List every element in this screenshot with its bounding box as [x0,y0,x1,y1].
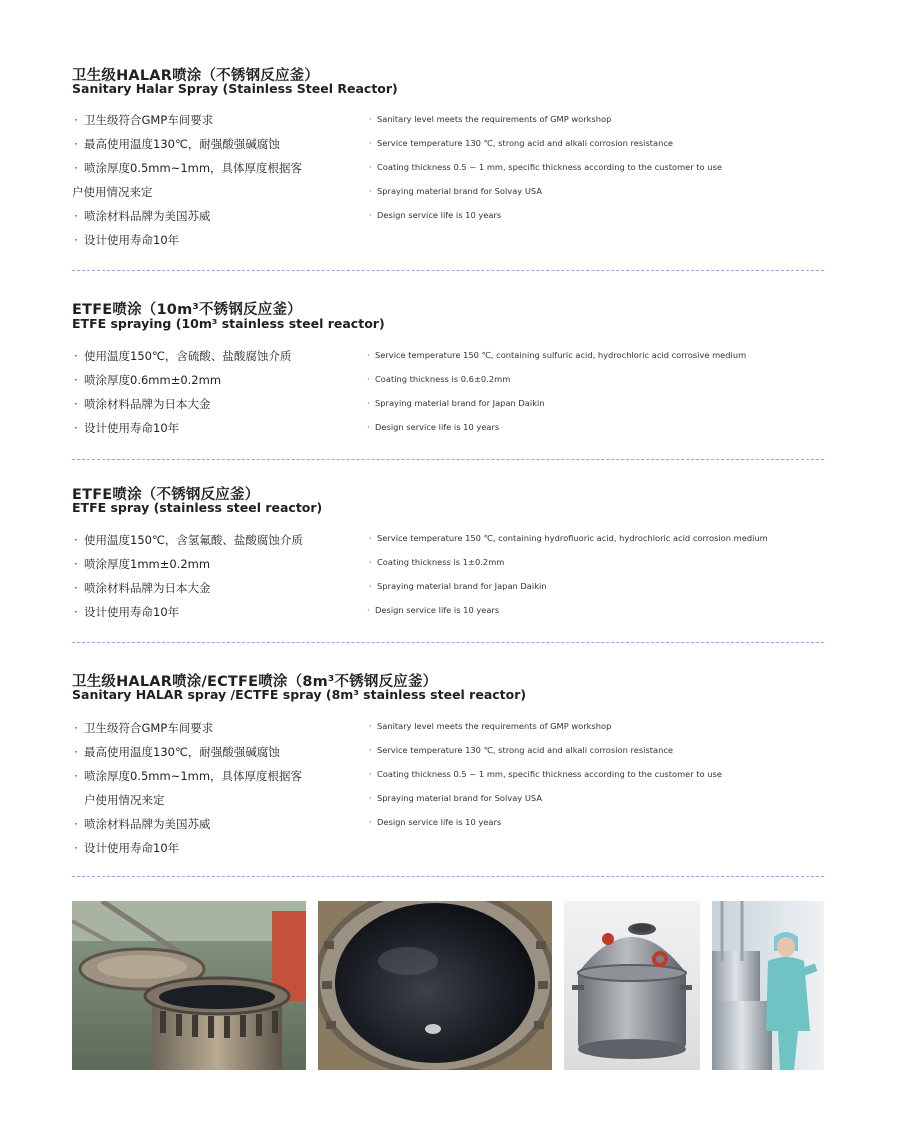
list-item: · 喷涂材料品牌为日本大金 [74,581,211,595]
section-title-en: ETFE spraying (10m³ stainless steel reactor) [72,316,385,331]
list-item: · 喷涂厚度0.6mm±0.2mm [74,373,222,387]
coated-vessel-interior-photo [318,901,552,1070]
list-item: · 使用温度150℃，含硫酸、盐酸腐蚀介质 [74,349,292,363]
section-title-en: ETFE spray (stainless steel reactor) [72,500,323,515]
list-item-en: · Service temperature 130 ℃, strong acid and alkali corrosion resistance [369,745,674,755]
section-title-en: Sanitary HALAR spray /ECTFE spray (8m³ stainless steel reactor) [72,687,527,702]
list-item-en: · Coating thickness 0.5 ~ 1 mm, specific thickness according to the customer to use [369,162,722,172]
section-title-cn: 卫生级HALAR喷涂/ECTFE喷涂（8m³不锈钢反应釜） [72,674,438,690]
list-item-en: · Coating thickness is 0.6±0.2mm [367,374,511,384]
list-item: · 卫生级符合GMP车间要求 [74,113,214,127]
list-item-en: · Design service life is 10 years [367,422,500,432]
section-divider [72,270,824,271]
list-item: · 设计使用寿命10年 [74,421,180,435]
list-item: · 设计使用寿命10年 [74,605,180,619]
list-item: · 喷涂材料品牌为日本大金 [74,397,211,411]
list-item-continuation: 户使用情况来定 [84,793,165,807]
list-item: · 最高使用温度130℃，耐强酸强碱腐蚀 [74,137,280,151]
section-divider [72,459,824,460]
list-item: · 喷涂材料品牌为美国苏威 [74,817,211,831]
list-item-en: · Spraying material brand for Japan Daikin [367,398,545,408]
list-item-en: · Design service life is 10 years [369,817,502,827]
list-item: · 喷涂材料品牌为美国苏威 [74,209,211,223]
list-item-en: · Coating thickness is 1±0.2mm [369,557,505,567]
list-item-continuation: 户使用情况来定 [72,185,153,199]
reactor-product-photo [564,901,700,1070]
list-item-en: · Coating thickness 0.5 ~ 1 mm, specific thickness according to the customer to use [369,769,722,779]
list-item: · 使用温度150℃，含氢氟酸、盐酸腐蚀介质 [74,533,303,547]
list-item: · 设计使用寿命10年 [74,841,180,855]
cleanroom-operator-photo [712,901,824,1070]
list-item: · 设计使用寿命10年 [74,233,180,247]
list-item-en: · Spraying material brand for Japan Daikin [369,581,547,591]
list-item-en: · Spraying material brand for Solvay USA [369,186,543,196]
reactor-open-lid-photo [72,901,306,1070]
list-item-en: · Design service life is 10 years [369,210,502,220]
list-item-en: · Sanitary level meets the requirements of GMP workshop [369,114,612,124]
section-title-en: Sanitary Halar Spray (Stainless Steel Reactor) [72,81,398,96]
list-item-en: · Service temperature 150 ℃, containing hydrofluoric acid, hydrochloric acid corrosion medium [369,533,768,543]
list-item: · 喷涂厚度0.5mm~1mm，具体厚度根据客 [74,161,303,175]
section-divider [72,642,824,643]
section-title-cn: ETFE喷涂（10m³不锈钢反应釜） [72,302,302,318]
section-title-cn: 卫生级HALAR喷涂（不锈钢反应釜） [72,68,320,84]
list-item: · 最高使用温度130℃，耐强酸强碱腐蚀 [74,745,280,759]
list-item-en: · Spraying material brand for Solvay USA [369,793,543,803]
section-title-cn: ETFE喷涂（不锈钢反应釜） [72,487,260,503]
list-item: · 喷涂厚度0.5mm~1mm，具体厚度根据客 [74,769,303,783]
section-divider [72,876,824,877]
list-item-en: · Service temperature 150 ℃, containing sulfuric acid, hydrochloric acid corrosive medium [367,350,747,360]
list-item: · 卫生级符合GMP车间要求 [74,721,214,735]
list-item-en: · Sanitary level meets the requirements of GMP workshop [369,721,612,731]
list-item: · 喷涂厚度1mm±0.2mm [74,557,211,571]
list-item-en: · Design service life is 10 years [367,605,500,615]
list-item-en: · Service temperature 130 ℃, strong acid and alkali corrosion resistance [369,138,674,148]
